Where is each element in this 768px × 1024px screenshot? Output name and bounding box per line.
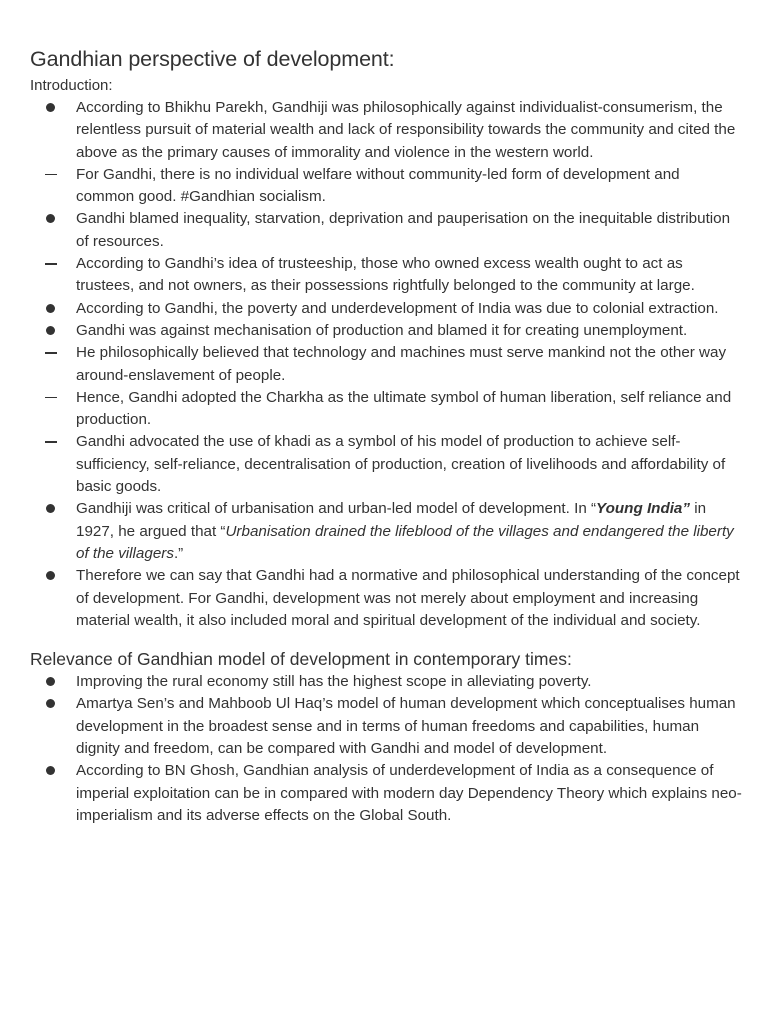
list-item [30, 387, 742, 432]
list-item-text: Gandhi advocated the use of khadi as a symbol of his model of production to achieve self-sufficiency, self-reliance, decentralisation of production, creation of livelihoods and affordability of basic goods. [76, 433, 726, 496]
section-heading: Relevance of Gandhian model of development in contemporary times: [30, 649, 572, 670]
list-item [30, 253, 742, 298]
list-marker [30, 565, 76, 587]
list-item-text: For Gandhi, there is no individual welfare without community-led form of development and common good. #Gandhian socialism. [76, 165, 680, 206]
list-marker [30, 671, 76, 693]
list-item-text: According to Gandhi’s idea of trusteeship, those who owned excess wealth ought to act as trustees, and not owners, as their possessions rightfully belonged to the community at large. [76, 255, 695, 295]
list-item-text: According to Gandhi, the poverty and underdevelopment of India was due to colonial extraction. [76, 299, 719, 317]
list-marker [30, 498, 76, 520]
list-item [30, 164, 742, 209]
list-marker [30, 298, 76, 320]
list-marker [30, 164, 76, 186]
list-marker [30, 253, 76, 275]
list-marker [30, 431, 76, 453]
list-marker [30, 97, 76, 119]
list-item-young-india [30, 498, 742, 565]
list-item [30, 760, 742, 827]
list-item [30, 671, 742, 693]
relevance-section [30, 647, 742, 827]
list-item [30, 565, 742, 632]
introduction-list [30, 97, 742, 632]
list-marker [30, 760, 76, 782]
list-item-text: According to BN Ghosh, Gandhian analysis of underdevelopment of India as a consequence of imperial exploitation can be in compared with modern day Dependency Theory which explains neo-imperialism and its adverse effects on the Global South. [76, 762, 742, 824]
list-item-text: He philosophically believed that technology and machines must serve mankind not the other way around-enslavement of people. [76, 344, 727, 384]
list-item-text: Improving the rural economy still has the highest scope in alleviating poverty. [76, 673, 592, 691]
list-marker [30, 387, 76, 409]
urbanisation-quote: Urbanisation drained the lifeblood of the villages and endangered the liberty of the villagers [76, 522, 734, 562]
list-item-text: Therefore we can say that Gandhi had a normative and philosophical understanding of the concept of development. For Gandhi, development was not merely about employment and increasing material wealth, it also included moral and spiritual development of the individual and society. [76, 567, 740, 629]
young-india-text-part1: Gandhiji was critical of urbanisation and urban-led model of development. In “ [76, 500, 597, 518]
young-india-book-title: Young India” [596, 500, 690, 518]
young-india-text-part3: .” [173, 544, 184, 562]
list-item [30, 342, 742, 387]
list-item-text: Gandhi was against mechanisation of production and blamed it for creating unemployment. [76, 321, 688, 339]
list-item-text: Amartya Sen’s and Mahboob Ul Haq’s model of human development which conceptualises human development in the broadest sense and in terms of human freedoms and capabilities, human dignity and freedom, can be compared with Gandhi and model of development. [76, 695, 736, 758]
relevance-list [30, 671, 742, 827]
list-item [30, 208, 742, 253]
list-item-text: According to Bhikhu Parekh, Gandhiji was philosophically against individualist-consumerism, the relentless pursuit of material wealth and lack of responsibility towards the community and cited the above as the primary causes of immorality and violence in the western world. [76, 99, 736, 161]
list-item [30, 693, 742, 760]
young-india-text-part2: in 1927, he argued that “ [76, 500, 707, 540]
list-item [30, 97, 742, 164]
document-title: Gandhian perspective of development: [30, 47, 395, 71]
list-marker [30, 693, 76, 715]
list-marker [30, 320, 76, 342]
introduction-label: Introduction: [30, 77, 113, 94]
list-item-text: Hence, Gandhi adopted the Charkha as the ultimate symbol of human liberation, self reliance and production. [76, 388, 732, 429]
document-page [30, 44, 742, 827]
list-item-text: Gandhi blamed inequality, starvation, deprivation and pauperisation on the inequitable distribution of resources. [76, 210, 731, 250]
list-marker [30, 342, 76, 364]
list-item [30, 298, 742, 320]
list-item [30, 320, 742, 342]
list-marker [30, 208, 76, 230]
list-item [30, 431, 742, 498]
